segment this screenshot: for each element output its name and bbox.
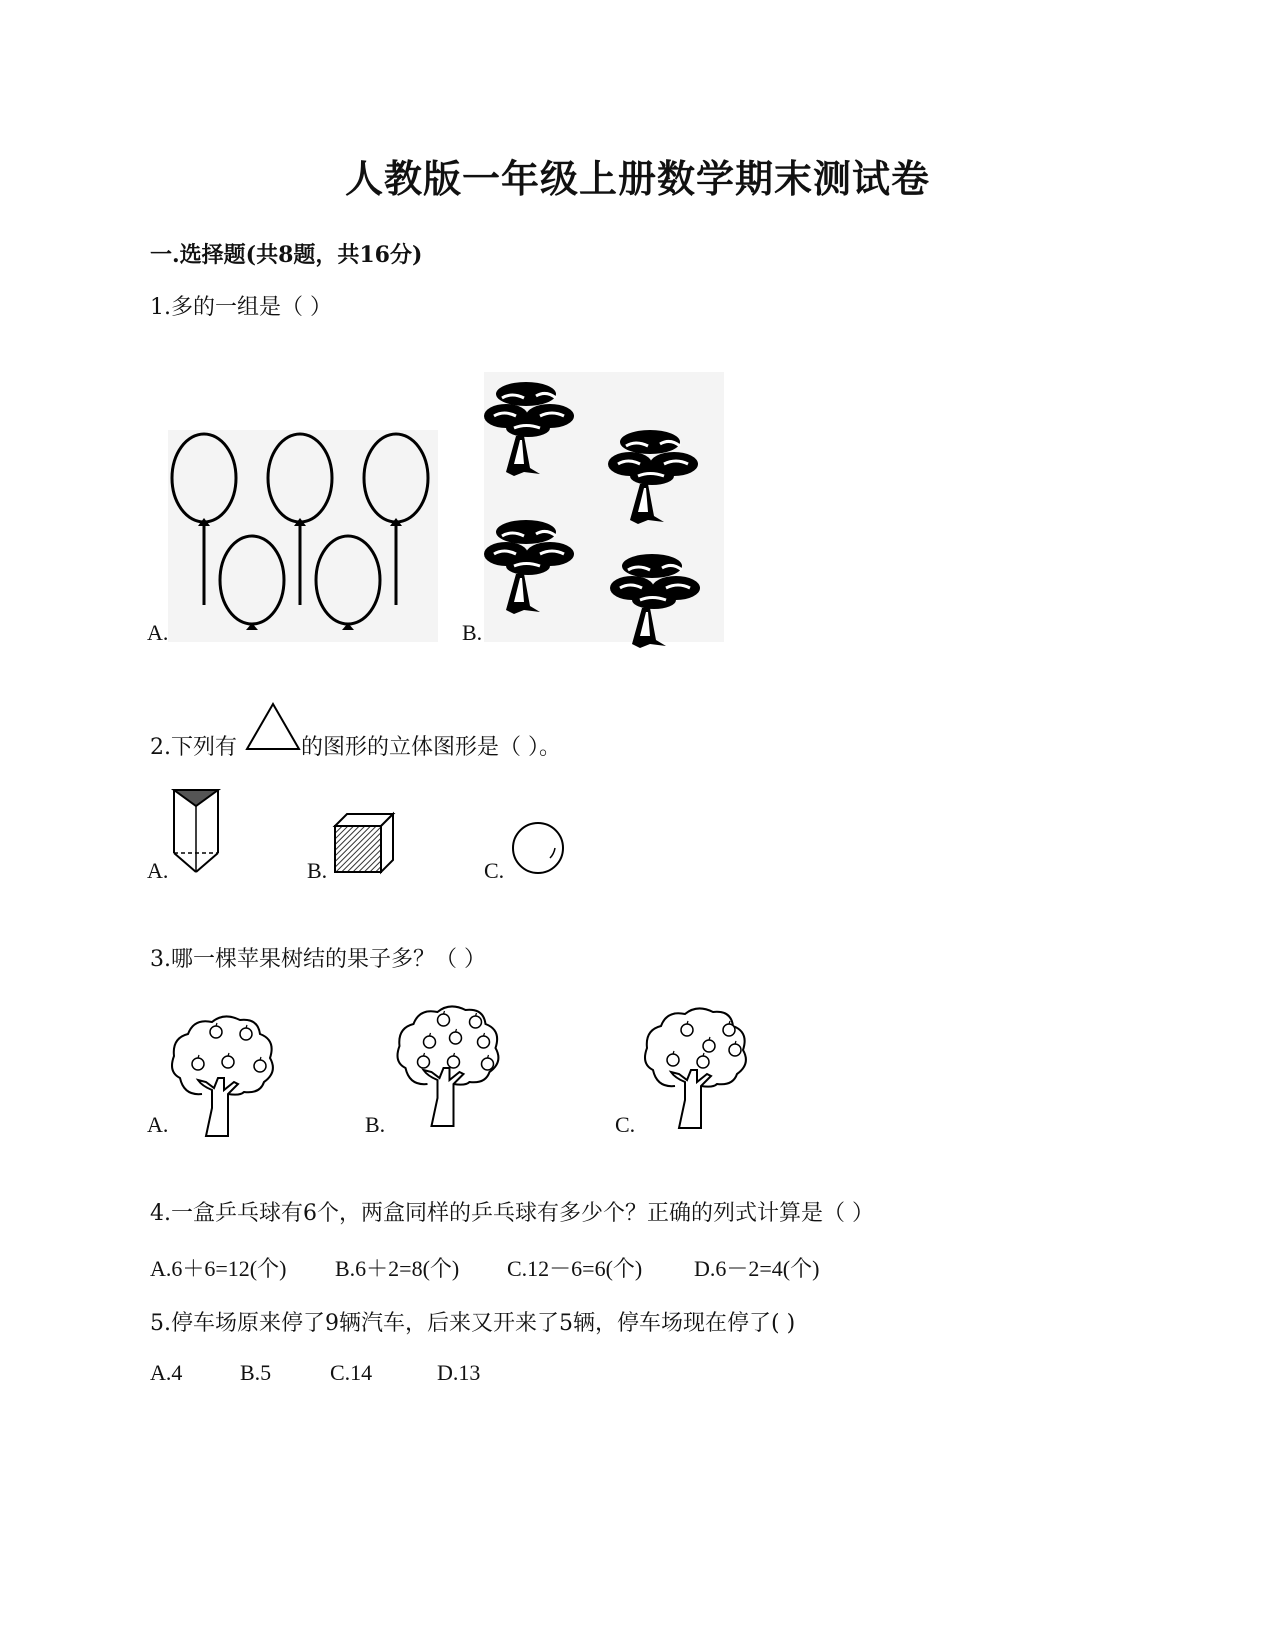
apple <box>254 1057 266 1072</box>
question-4-stem: 4.一盒乒乓球有6个，两盒同样的乒乓球有多少个？正确的列式计算是（ ） <box>150 1201 874 1226</box>
q2-option-b-label[interactable]: B. <box>307 858 328 883</box>
q3-option-b-label[interactable]: B. <box>365 1112 386 1137</box>
apple-tree-a <box>172 1012 297 1140</box>
apple <box>729 1041 741 1056</box>
question-5-stem: 5.停车场原来停了9辆汽车，后来又开来了5辆，停车场现在停了( ) <box>150 1311 796 1336</box>
section-heading: 一.选择题(共8题，共16分) <box>150 242 423 268</box>
apple <box>470 1013 482 1028</box>
question-2-stem <box>150 730 561 761</box>
apple <box>681 1021 693 1036</box>
apple-tree-b <box>396 1002 524 1130</box>
triangular-prism-icon <box>172 788 222 878</box>
trees-illustration <box>484 372 724 642</box>
apple <box>697 1053 709 1068</box>
q4-option-a[interactable]: A.6＋6=12(个) <box>150 1256 287 1281</box>
q2-stem-before: 2.下列有 <box>150 735 237 760</box>
q1-option-a-label[interactable]: A. <box>147 620 169 645</box>
q4-option-b[interactable]: B.6＋2=8(个) <box>335 1256 460 1281</box>
balloons-illustration <box>168 430 438 642</box>
apple <box>210 1023 222 1038</box>
question-3-stem: 3.哪一棵苹果树结的果子多？（ ） <box>150 947 486 972</box>
triangle-icon <box>245 702 301 752</box>
apple <box>450 1029 462 1044</box>
apple <box>482 1055 494 1070</box>
q2-option-c-label[interactable]: C. <box>484 858 505 883</box>
q4-option-d[interactable]: D.6－2=4(个) <box>694 1256 820 1281</box>
apple <box>478 1033 490 1048</box>
q4-option-c[interactable]: C.12－6=6(个) <box>507 1256 643 1281</box>
apple <box>438 1011 450 1026</box>
sphere-icon <box>510 820 566 876</box>
apple <box>192 1055 204 1070</box>
q1-option-b-label[interactable]: B. <box>462 620 483 645</box>
page-title: 人教版一年级上册数学期末测试卷 <box>344 156 930 201</box>
q5-options <box>150 1360 480 1386</box>
apple <box>240 1025 252 1040</box>
q5-option-d[interactable]: D.13 <box>437 1360 481 1385</box>
apple <box>424 1033 436 1048</box>
q3-option-a-label[interactable]: A. <box>147 1112 169 1137</box>
apple <box>222 1053 234 1068</box>
q5-option-a[interactable]: A.4 <box>150 1360 183 1385</box>
q5-option-c[interactable]: C.14 <box>330 1360 373 1385</box>
q2-stem-after: 的图形的立体图形是（ ）。 <box>301 735 561 760</box>
apple-tree-c <box>645 1004 770 1132</box>
cube-icon <box>333 812 397 876</box>
q2-option-a-label[interactable]: A. <box>147 858 169 883</box>
q3-option-c-label[interactable]: C. <box>615 1112 636 1137</box>
q4-options <box>150 1252 819 1283</box>
apple <box>667 1051 679 1066</box>
question-1-stem: 1.多的一组是（ ） <box>150 295 332 320</box>
q5-option-b[interactable]: B.5 <box>240 1360 272 1385</box>
apple <box>418 1053 430 1068</box>
apple <box>703 1037 715 1052</box>
apple <box>448 1053 460 1068</box>
